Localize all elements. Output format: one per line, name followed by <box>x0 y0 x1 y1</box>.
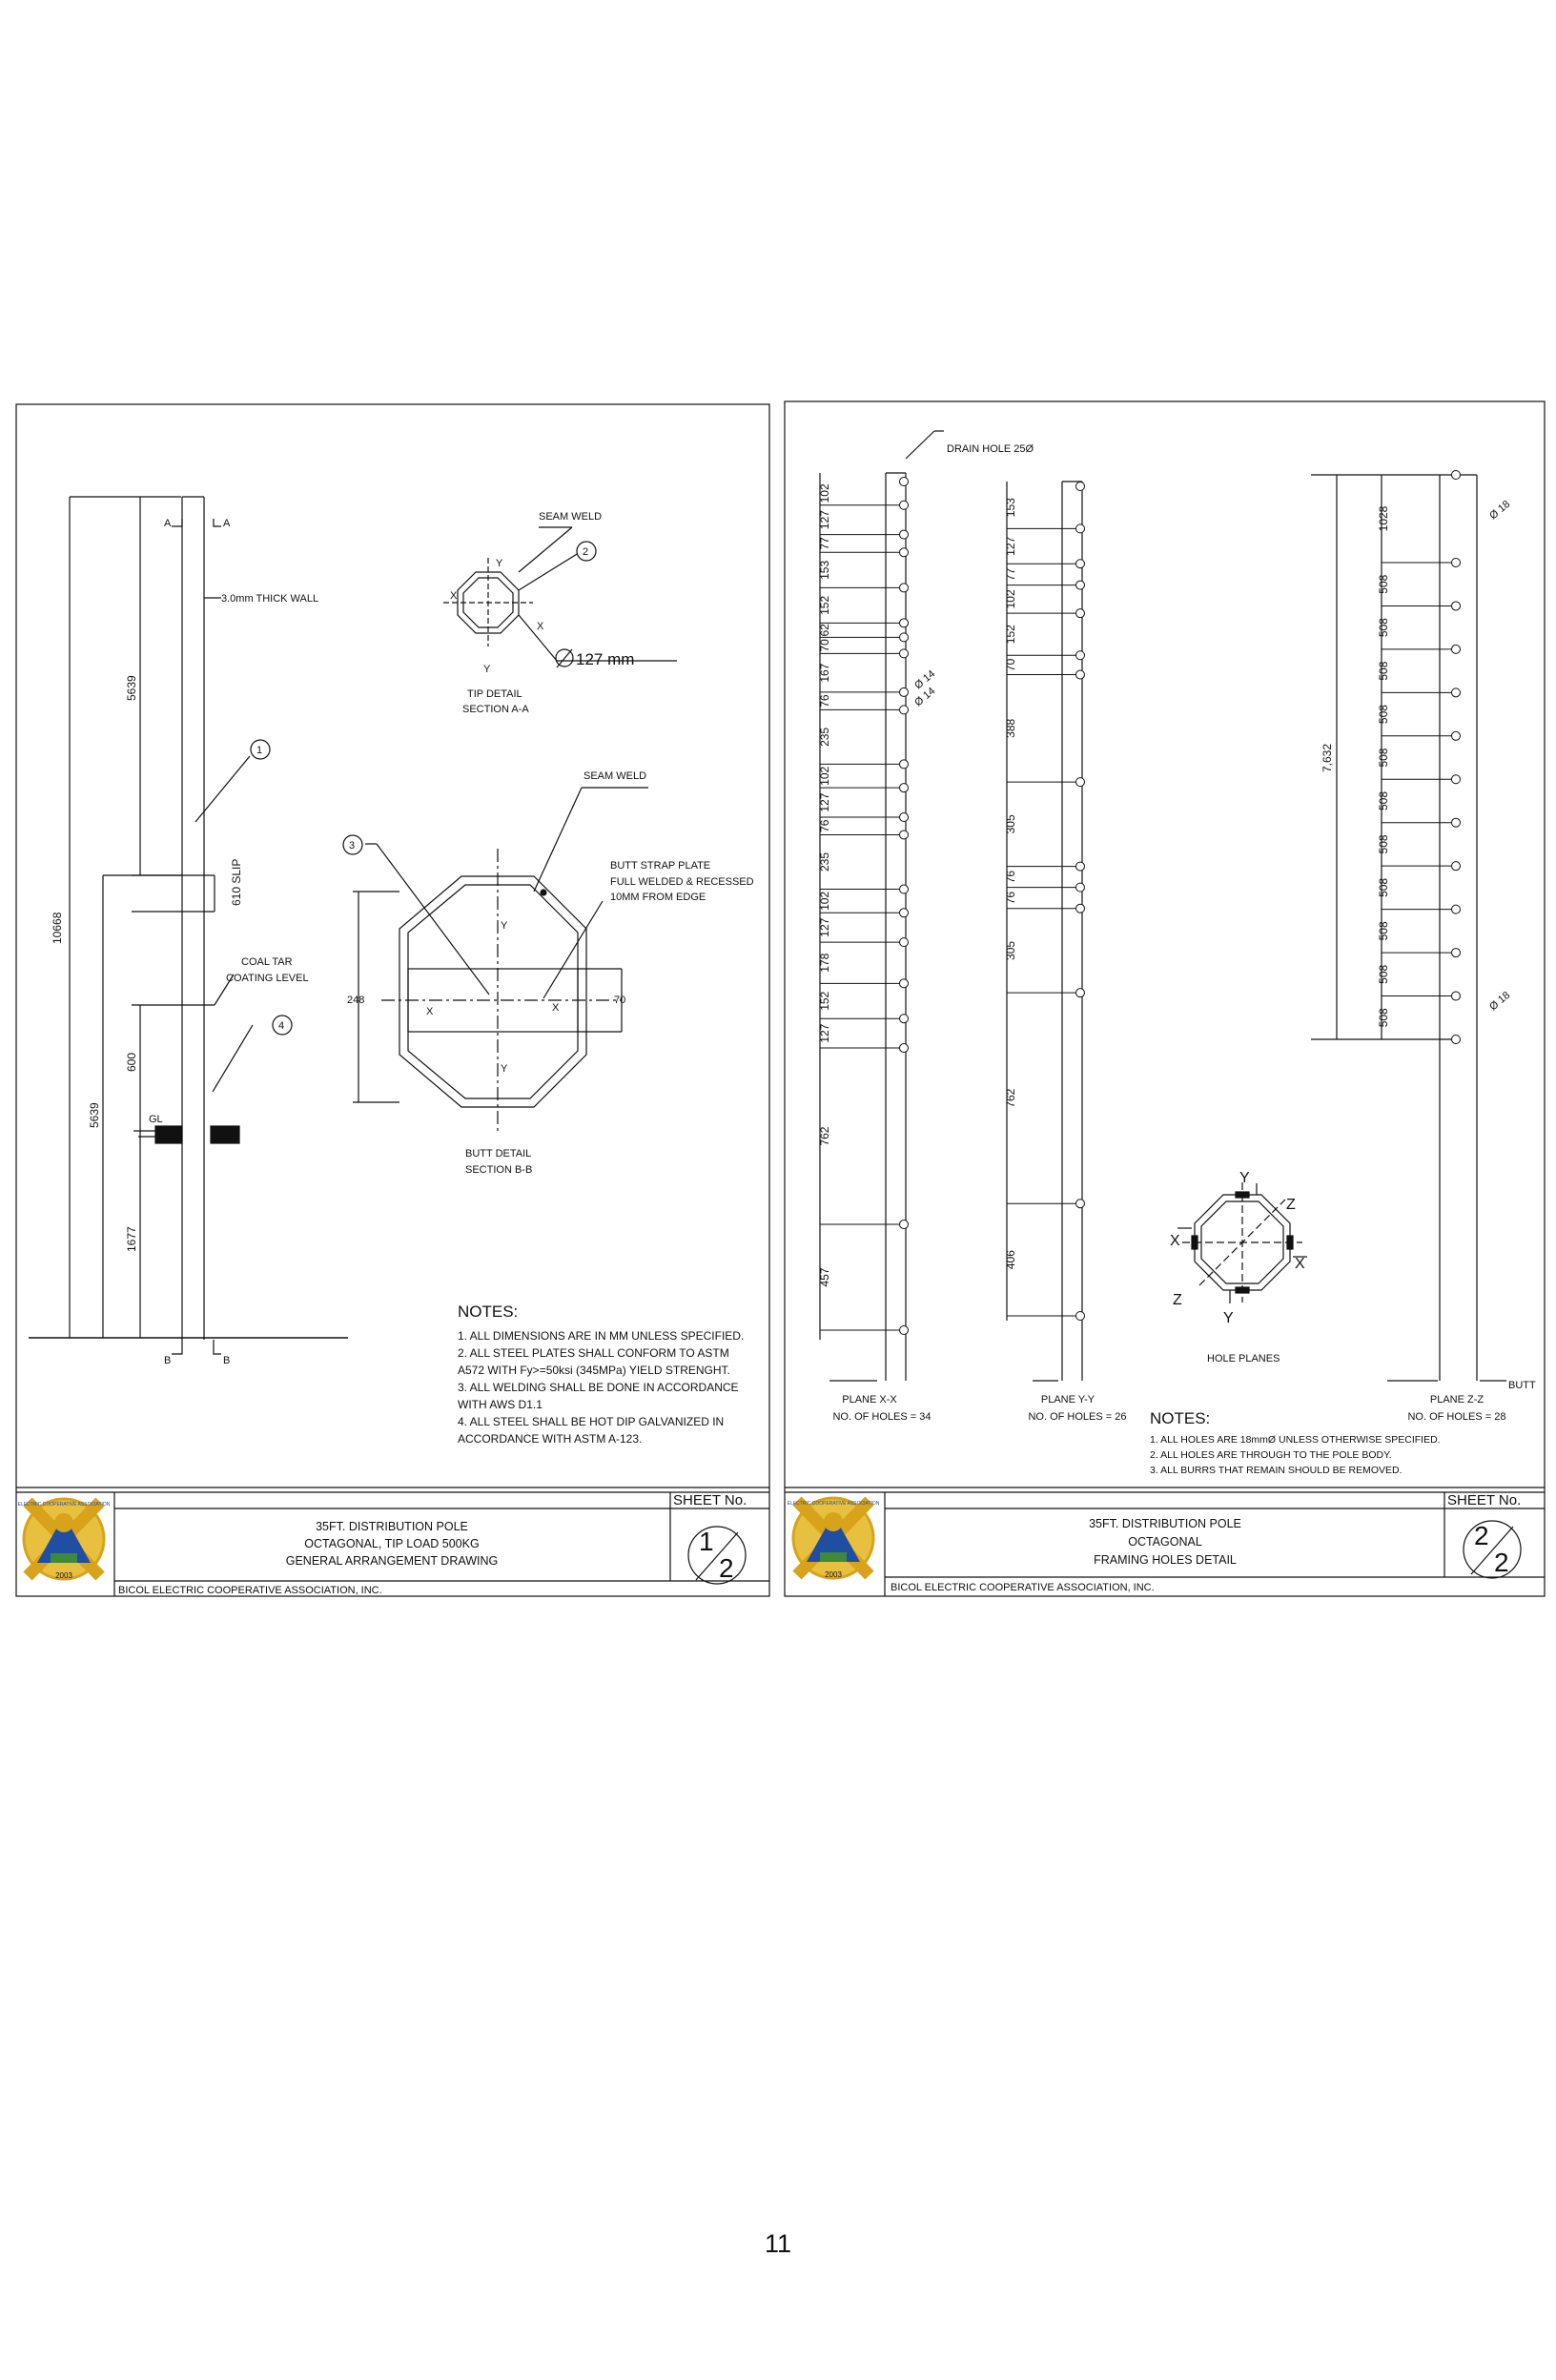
xx-hole <box>900 633 909 642</box>
plane-zz-dimensions <box>1377 505 1390 1027</box>
xx-hole <box>900 584 909 592</box>
yy-hole <box>1076 1312 1085 1321</box>
zz-hole <box>1452 992 1461 1000</box>
tip-detail-title: TIP DETAIL <box>467 688 522 700</box>
dim-slip: 610 SLIP <box>230 858 243 906</box>
xx-hole <box>900 1044 909 1053</box>
xx-dim-6: 70 <box>818 639 831 652</box>
logo-sun <box>54 1513 73 1532</box>
logo-arc-text: ELECTRIC COOPERATIVE ASSOCIATION <box>787 1501 880 1507</box>
zz-hole <box>1452 645 1461 653</box>
zz-hole <box>1452 949 1461 957</box>
zz-hole <box>1452 471 1461 480</box>
zz-dim-4: 508 <box>1377 705 1390 725</box>
note-2-line-2: 2. ALL HOLES ARE THROUGH TO THE POLE BODY. <box>1150 1449 1392 1461</box>
seam-weld-butt-label: SEAM WELD <box>584 770 647 782</box>
zz-dim-7: 508 <box>1377 834 1390 854</box>
zz-hole <box>1452 558 1461 566</box>
hole-dia-18b: Ø 18 <box>1487 989 1513 1014</box>
zz-hole <box>1452 1036 1461 1044</box>
section-b-right: B <box>223 1355 231 1366</box>
zz-dim-6: 508 <box>1377 790 1390 811</box>
xx-hole <box>900 760 909 769</box>
zz-dim-0: 1028 <box>1377 505 1390 532</box>
dim-coal: 600 <box>125 1052 138 1072</box>
note-1-line-2: 2. ALL STEEL PLATES SHALL CONFORM TO ASTM <box>458 1346 729 1360</box>
logo-field <box>51 1553 77 1563</box>
yy-dim-7: 305 <box>1004 814 1017 834</box>
zz-dim-1: 508 <box>1377 574 1390 594</box>
tip-axis-y2: Y <box>483 664 491 675</box>
xx-hole <box>900 885 909 893</box>
org-name-2: BICOL ELECTRIC COOPERATIVE ASSOCIATION, INC. <box>891 1582 1155 1593</box>
cooperative-logo <box>18 1499 111 1580</box>
title-2-line-2: OCTAGONAL <box>1128 1535 1202 1549</box>
callout-2: 2 <box>583 546 589 558</box>
tip-diameter: 127 mm <box>576 650 635 668</box>
yy-hole <box>1076 482 1085 491</box>
xx-dim-1: 127 <box>818 510 831 530</box>
drain-hole-label: DRAIN HOLE 25Ø <box>947 443 1034 455</box>
note-1-line-7: ACCORDANCE WITH ASTM A-123. <box>458 1432 643 1446</box>
tip-detail-section: SECTION A-A <box>462 704 529 715</box>
dim-upper: 5639 <box>125 675 138 701</box>
xx-hole <box>900 979 909 988</box>
yy-dim-3: 102 <box>1004 589 1017 609</box>
yy-hole <box>1076 651 1085 660</box>
yy-dim-6: 388 <box>1004 718 1017 738</box>
page-number: 11 <box>764 2229 792 2258</box>
zz-hole <box>1452 818 1461 827</box>
plane-axis-z-bottom: Z <box>1173 1292 1182 1308</box>
xx-hole <box>900 649 909 658</box>
xx-dim-5: 62 <box>818 624 831 637</box>
logo-sun <box>824 1512 843 1531</box>
yy-hole <box>1076 904 1085 913</box>
gl-label: GL <box>149 1114 163 1125</box>
plane-yy-name: PLANE Y-Y <box>1040 1394 1095 1405</box>
tip-axis-y1: Y <box>496 558 503 569</box>
callouts <box>251 542 596 1035</box>
xx-dim-19: 762 <box>818 1126 831 1146</box>
yy-hole <box>1076 989 1085 997</box>
title-2-line-1: 35FT. DISTRIBUTION POLE <box>1089 1517 1241 1530</box>
zz-dim-2: 508 <box>1377 618 1390 638</box>
note-1-line-6: 4. ALL STEEL SHALL BE HOT DIP GALVANIZED IN <box>458 1415 725 1428</box>
plane-axis-x-left: X <box>1170 1233 1180 1249</box>
sheet-2-text <box>832 443 1536 1593</box>
plane-zz-name: PLANE Z-Z <box>1429 1394 1484 1405</box>
yy-dim-1: 127 <box>1004 536 1017 556</box>
cooperative-logo <box>788 1498 880 1579</box>
plane-axis-y-bottom: Y <box>1223 1310 1234 1326</box>
seam-weld-tip-label: SEAM WELD <box>539 511 603 523</box>
butt-label: BUTT <box>1508 1380 1536 1391</box>
plane-xx-holes <box>820 478 909 1335</box>
note-1-line-5: WITH AWS D1.1 <box>458 1398 543 1411</box>
plane-yy-pole <box>1007 482 1082 1381</box>
yy-dim-5: 70 <box>1004 658 1017 672</box>
butt-strap-2: FULL WELDED & RECESSED <box>610 876 754 888</box>
section-a-left: A <box>164 518 172 529</box>
xx-hole <box>900 1221 909 1229</box>
coal-tar-2: COATING LEVEL <box>226 973 309 984</box>
xx-dim-0: 102 <box>818 483 831 503</box>
plane-xx-pole <box>820 431 944 1381</box>
callout-1: 1 <box>256 745 263 756</box>
org-name-1: BICOL ELECTRIC COOPERATIVE ASSOCIATION, INC. <box>118 1585 382 1596</box>
yy-hole <box>1076 609 1085 618</box>
note-2-line-1: 1. ALL HOLES ARE 18mmØ UNLESS OTHERWISE SPECIFIED. <box>1150 1434 1441 1446</box>
title-1-line-1: 35FT. DISTRIBUTION POLE <box>316 1520 468 1533</box>
butt-axis-y1: Y <box>501 920 508 932</box>
yy-dim-8: 76 <box>1004 870 1017 884</box>
xx-dim-4: 152 <box>818 595 831 615</box>
zz-hole <box>1452 688 1461 697</box>
zz-dim-3: 508 <box>1377 661 1390 681</box>
note-1-line-1: 1. ALL DIMENSIONS ARE IN MM UNLESS SPECIFIED. <box>458 1329 745 1343</box>
yy-hole <box>1076 524 1085 533</box>
xx-hole <box>900 784 909 792</box>
plane-xx-name: PLANE X-X <box>842 1394 897 1405</box>
xx-hole <box>900 706 909 714</box>
plane-xx-holes-count: NO. OF HOLES = 34 <box>832 1411 932 1423</box>
xx-dim-18: 127 <box>818 1023 831 1043</box>
xx-hole <box>900 813 909 822</box>
dim-zz-total: 7,632 <box>1321 743 1334 772</box>
tip-axis-x2: X <box>537 621 544 632</box>
logo-field <box>820 1552 847 1562</box>
xx-dim-11: 127 <box>818 792 831 812</box>
yy-dim-10: 305 <box>1004 940 1017 960</box>
xx-dim-3: 153 <box>818 560 831 580</box>
butt-detail-section: SECTION B-B <box>465 1164 533 1176</box>
sheet-label-2: SHEET No. <box>1447 1492 1522 1508</box>
title-1-line-2: OCTAGONAL, TIP LOAD 500KG <box>304 1537 480 1550</box>
xx-hole <box>900 687 909 696</box>
logo-year: 2003 <box>55 1571 72 1580</box>
butt-detail-title: BUTT DETAIL <box>465 1148 532 1159</box>
note-1-line-4: 3. ALL WELDING SHALL BE DONE IN ACCORDANCE <box>458 1381 739 1394</box>
coal-tar-1: COAL TAR <box>241 956 293 968</box>
xx-hole <box>900 938 909 947</box>
tip-axis-x1: X <box>450 590 458 602</box>
xx-hole <box>900 1015 909 1023</box>
logo-year: 2003 <box>825 1570 842 1579</box>
butt-axis-y2: Y <box>501 1063 508 1075</box>
xx-dim-13: 235 <box>818 851 831 872</box>
xx-hole <box>900 1326 909 1335</box>
zz-dim-8: 508 <box>1377 877 1390 897</box>
thick-wall-label: 3.0mm THICK WALL <box>221 593 319 605</box>
yy-hole <box>1076 883 1085 892</box>
callout-3: 3 <box>349 840 356 851</box>
title-2-line-3: FRAMING HOLES DETAIL <box>1094 1553 1237 1567</box>
dim-248: 248 <box>347 995 365 1006</box>
yy-dim-4: 152 <box>1004 625 1017 645</box>
hole-planes-label: HOLE PLANES <box>1207 1353 1280 1364</box>
plane-yy-holes <box>1007 482 1085 1321</box>
butt-strap-1: BUTT STRAP PLATE <box>610 860 711 872</box>
dim-70: 70 <box>614 995 626 1006</box>
zz-hole <box>1452 602 1461 610</box>
butt-axis-x1: X <box>426 1006 434 1017</box>
xx-dim-10: 102 <box>818 766 831 786</box>
yy-dim-2: 77 <box>1004 567 1017 582</box>
note-1-line-3: A572 WITH Fy>=50ksi (345MPa) YIELD STRENGHT. <box>458 1364 730 1377</box>
sheet-1-text <box>51 511 754 1596</box>
xx-hole <box>900 909 909 917</box>
dim-embed: 1677 <box>125 1226 138 1252</box>
yy-hole <box>1076 778 1085 787</box>
tip-detail <box>443 527 677 667</box>
yy-hole <box>1076 670 1085 679</box>
plane-zz-pole <box>1311 475 1506 1381</box>
yy-dim-11: 762 <box>1004 1088 1017 1108</box>
yy-dim-9: 76 <box>1004 891 1017 905</box>
section-a-right: A <box>223 518 231 529</box>
notes-title-2: NOTES: <box>1150 1409 1211 1427</box>
note-2-line-3: 3. ALL BURRS THAT REMAIN SHOULD BE REMOVED. <box>1150 1465 1402 1476</box>
plane-zz-holes <box>1382 471 1461 1044</box>
yy-hole <box>1076 560 1085 568</box>
yy-hole <box>1076 862 1085 871</box>
zz-hole <box>1452 731 1461 740</box>
butt-axis-x2: X <box>552 1002 560 1014</box>
yy-dim-12: 406 <box>1004 1250 1017 1270</box>
zz-hole <box>1452 862 1461 871</box>
notes-title-1: NOTES: <box>458 1303 519 1321</box>
dim-lower: 5639 <box>88 1102 101 1128</box>
zz-hole <box>1452 775 1461 784</box>
xx-hole <box>900 548 909 557</box>
hole-dia-18a: Ø 18 <box>1487 498 1513 523</box>
callout-4: 4 <box>278 1020 285 1032</box>
butt-detail <box>353 788 648 1135</box>
xx-hole <box>900 478 909 486</box>
section-b-left: B <box>164 1355 172 1366</box>
xx-dim-12: 76 <box>818 819 831 832</box>
xx-hole <box>900 501 909 509</box>
xx-dim-14: 102 <box>818 891 831 911</box>
xx-hole <box>900 530 909 539</box>
plane-zz-holes-count: NO. OF HOLES = 28 <box>1407 1411 1506 1423</box>
xx-dim-7: 167 <box>818 663 831 683</box>
zz-dim-9: 508 <box>1377 921 1390 941</box>
yy-hole <box>1076 581 1085 589</box>
xx-dim-17: 152 <box>818 991 831 1011</box>
plane-axis-x-right: X <box>1295 1256 1305 1272</box>
logo-arc-text: ELECTRIC COOPERATIVE ASSOCIATION <box>17 1502 111 1508</box>
sheet-total-1: 2 <box>719 1553 734 1583</box>
hole-dia-14b: Ø 14 <box>912 685 938 709</box>
plane-axis-y-top: Y <box>1239 1170 1250 1186</box>
butt-strap-3: 10MM FROM EDGE <box>610 892 706 903</box>
yy-hole <box>1076 1200 1085 1208</box>
title-1-line-3: GENERAL ARRANGEMENT DRAWING <box>285 1554 499 1568</box>
sheet-label-1: SHEET No. <box>673 1492 747 1508</box>
sheet-total-2: 2 <box>1494 1548 1509 1577</box>
plane-axis-z-top: Z <box>1286 1197 1296 1213</box>
zz-dim-11: 508 <box>1377 1008 1390 1028</box>
yy-dim-0: 153 <box>1004 498 1017 518</box>
sheet-number-2: 2 <box>1474 1521 1489 1550</box>
zz-hole <box>1452 905 1461 913</box>
xx-hole <box>900 619 909 627</box>
xx-dim-2: 77 <box>818 537 831 550</box>
dim-total: 10668 <box>51 912 64 944</box>
plane-yy-holes-count: NO. OF HOLES = 26 <box>1028 1411 1127 1423</box>
zz-dim-5: 508 <box>1377 748 1390 768</box>
xx-dim-9: 235 <box>818 727 831 747</box>
pole-elevation <box>29 497 348 1354</box>
xx-dim-20: 457 <box>818 1267 831 1287</box>
zz-dim-10: 508 <box>1377 964 1390 984</box>
xx-hole <box>900 831 909 839</box>
sheet-number-1: 1 <box>699 1527 714 1556</box>
xx-dim-16: 178 <box>818 953 831 973</box>
xx-dim-15: 127 <box>818 917 831 937</box>
xx-dim-8: 76 <box>818 694 831 708</box>
hole-dia-14a: Ø 14 <box>912 667 938 692</box>
